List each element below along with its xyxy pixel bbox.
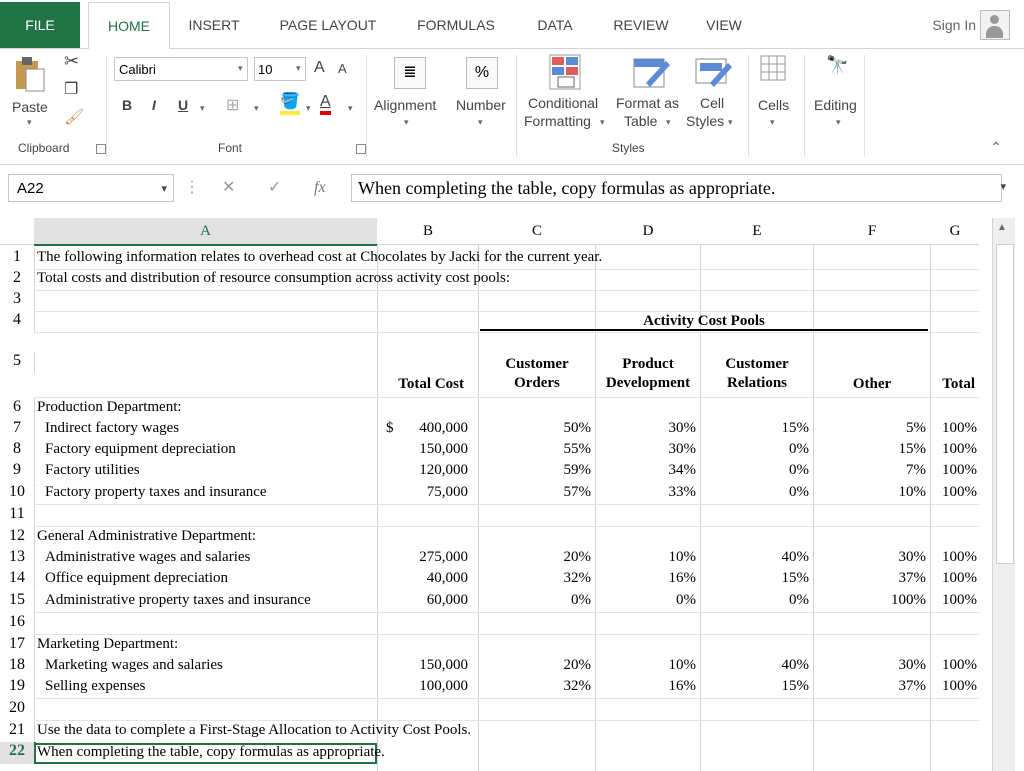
chevron-down-icon: ▾ <box>200 103 205 113</box>
gridline <box>34 526 979 527</box>
cell-b19[interactable]: 100,000 <box>419 678 468 694</box>
select-all-corner[interactable] <box>0 218 34 245</box>
chevron-down-icon: ▾ <box>238 63 243 73</box>
sign-in-label: Sign In <box>932 17 976 33</box>
cell-a10[interactable]: Factory property taxes and insurance <box>45 484 267 500</box>
align-icon: ≣ <box>394 57 426 89</box>
format-as-table-label-1: Format as <box>616 95 680 111</box>
cell-g9[interactable]: 100% <box>942 462 977 478</box>
bold-button[interactable]: B <box>122 97 133 113</box>
divider <box>366 55 367 157</box>
header-customer-relations-1[interactable]: Customer <box>725 356 789 372</box>
cell-d18[interactable]: 10% <box>668 657 696 673</box>
cell-c8[interactable]: 55% <box>563 441 591 457</box>
tab-formulas[interactable]: FORMULAS <box>417 17 495 33</box>
cell-a6[interactable]: Production Department: <box>37 399 182 415</box>
font-name-select[interactable]: Calibri <box>114 57 248 81</box>
scissors-icon[interactable]: ✂ <box>64 51 80 71</box>
group-clipboard-label: Clipboard <box>18 141 70 155</box>
column-header-g[interactable]: G <box>931 218 979 245</box>
row-header-9[interactable]: 9 <box>0 461 35 482</box>
fill-color-icon[interactable]: 🪣 <box>280 93 300 115</box>
row-header-8[interactable]: 8 <box>0 440 35 461</box>
cell-e10[interactable]: 0% <box>789 484 809 500</box>
cells-label: Cells <box>758 97 790 113</box>
cell-f7[interactable]: 5% <box>906 420 926 436</box>
font-launcher-icon[interactable] <box>356 144 366 154</box>
row-header-5[interactable]: 5 <box>0 352 35 373</box>
cell-b13[interactable]: 275,000 <box>419 549 468 565</box>
conditional-formatting-icon <box>548 53 584 93</box>
cell-d7[interactable]: 30% <box>668 420 696 436</box>
format-as-table-icon <box>632 53 672 93</box>
underline-button[interactable]: U <box>178 97 189 113</box>
gridline <box>34 311 979 312</box>
shrink-font-button[interactable]: A <box>338 61 347 76</box>
copy-icon[interactable]: ❐ <box>64 81 79 98</box>
borders-icon[interactable]: ⊞ <box>226 97 240 114</box>
cell-d10[interactable]: 33% <box>668 484 696 500</box>
tab-page-layout[interactable]: PAGE LAYOUT <box>279 17 377 33</box>
cell-styles-label-1: Cell <box>700 95 725 111</box>
cell-b14[interactable]: 40,000 <box>426 570 468 586</box>
cell-a2[interactable]: Total costs and distribution of resource consumption across activity cost pools: <box>37 270 511 286</box>
italic-button[interactable]: I <box>152 97 156 113</box>
column-header-d[interactable]: D <box>596 218 700 245</box>
gridline <box>34 698 979 699</box>
cell-styles-icon <box>694 53 734 93</box>
scrollbar-thumb[interactable] <box>996 244 1014 564</box>
row-header-20[interactable]: 20 <box>0 699 35 720</box>
row-header-4[interactable]: 4 <box>0 311 35 332</box>
sign-in-button[interactable] <box>932 10 1010 40</box>
column-header-e[interactable]: E <box>701 218 813 245</box>
tab-insert[interactable]: INSERT <box>188 17 240 33</box>
gridline <box>34 720 979 721</box>
number-label: Number <box>456 97 506 113</box>
conditional-formatting-label-2: Formatting <box>524 113 591 129</box>
cell-f14[interactable]: 37% <box>898 570 926 586</box>
cell-e15[interactable]: 0% <box>789 592 809 608</box>
chevron-down-icon: ▾ <box>306 103 311 113</box>
cell-a12[interactable]: General Administrative Department: <box>37 528 257 544</box>
chevron-down-icon: ▾ <box>836 117 841 127</box>
row-header-13[interactable]: 13 <box>0 548 35 569</box>
avatar <box>980 10 1010 40</box>
activity-cost-pools-heading[interactable]: Activity Cost Pools <box>643 313 765 329</box>
cell-f18[interactable]: 30% <box>898 657 926 673</box>
cell-c10[interactable]: 57% <box>563 484 591 500</box>
chevron-down-icon: ▾ <box>161 183 167 195</box>
vertical-scrollbar[interactable] <box>992 218 1015 771</box>
chevron-down-icon: ▾ <box>404 117 409 127</box>
chevron-down-icon[interactable]: ▾ <box>1000 181 1006 193</box>
scroll-up-icon[interactable]: ▲ <box>997 222 1007 233</box>
grow-font-button[interactable]: A <box>314 59 325 76</box>
header-total-cost[interactable]: Total Cost <box>398 376 464 392</box>
row-header-3[interactable]: 3 <box>0 290 35 311</box>
heading-underline <box>480 329 928 331</box>
divider <box>804 55 805 157</box>
spreadsheet-grid[interactable] <box>0 218 992 771</box>
alignment-label: Alignment <box>374 97 437 113</box>
group-font-label: Font <box>218 141 243 155</box>
percent-icon: % <box>466 57 498 89</box>
row-header-11[interactable]: 11 <box>0 505 35 526</box>
cell-c15[interactable]: 0% <box>571 592 591 608</box>
cell-a1[interactable]: The following information relates to overhead cost at Chocolates by Jacki for the current year. <box>37 249 603 265</box>
cell-d13[interactable]: 10% <box>668 549 696 565</box>
divider <box>748 55 749 157</box>
cell-d14[interactable]: 16% <box>668 570 696 586</box>
header-customer-orders-2: Orders <box>514 375 560 391</box>
group-styles-label: Styles <box>612 141 645 155</box>
gridline <box>34 397 979 398</box>
name-box-value: A22 <box>17 180 44 197</box>
cell-b10[interactable]: 75,000 <box>426 484 468 500</box>
cell-a13[interactable]: Administrative wages and salaries <box>45 549 251 565</box>
header-customer-relations-2: Relations <box>727 375 787 391</box>
column-header-f[interactable]: F <box>814 218 930 245</box>
cell-a9[interactable]: Factory utilities <box>45 462 140 478</box>
more-icon: ⋮ <box>184 179 200 196</box>
header-product-development-1[interactable]: Product <box>622 356 674 372</box>
chevron-down-icon: ▾ <box>296 63 301 73</box>
tab-data[interactable]: DATA <box>537 17 573 33</box>
chevron-down-icon: ▾ <box>666 117 671 127</box>
cell-b15[interactable]: 60,000 <box>426 592 468 608</box>
cell-b8[interactable]: 150,000 <box>419 441 468 457</box>
cell-styles-label-2: Styles <box>686 113 725 129</box>
tab-review[interactable]: REVIEW <box>613 17 669 33</box>
tab-home[interactable]: HOME <box>88 2 170 50</box>
font-color-icon[interactable]: A <box>320 93 331 115</box>
cell-c14[interactable]: 32% <box>563 570 591 586</box>
cell-a14[interactable]: Office equipment depreciation <box>45 570 228 586</box>
conditional-formatting-label-1: Conditional <box>528 95 599 111</box>
cell-c19[interactable]: 32% <box>563 678 591 694</box>
cell-e14[interactable]: 15% <box>781 570 809 586</box>
tab-file[interactable]: FILE <box>0 2 80 48</box>
tab-view[interactable]: VIEW <box>706 17 742 33</box>
divider <box>106 55 107 157</box>
row-header-15[interactable]: 15 <box>0 591 35 612</box>
column-header-c[interactable]: C <box>479 218 595 245</box>
cell-c13[interactable]: 20% <box>563 549 591 565</box>
cell-d9[interactable]: 34% <box>668 462 696 478</box>
cell-f15[interactable]: 100% <box>891 592 926 608</box>
gridline <box>34 612 979 613</box>
row-header-12[interactable]: 12 <box>0 527 35 548</box>
cell-a7[interactable]: Indirect factory wages <box>45 420 180 436</box>
cell-f19[interactable]: 37% <box>898 678 926 694</box>
cell-a18[interactable]: Marketing wages and salaries <box>45 657 223 673</box>
header-customer-orders-1[interactable]: Customer <box>505 356 569 372</box>
format-as-table-label-2: Table <box>624 113 658 129</box>
editing-label: Editing <box>814 97 857 113</box>
row-header-17[interactable]: 17 <box>0 635 35 656</box>
cell-g19[interactable]: 100% <box>942 678 977 694</box>
column-header-a[interactable]: A <box>34 218 377 246</box>
clipboard-icon <box>14 55 46 95</box>
cell-g18[interactable]: 100% <box>942 657 977 673</box>
divider <box>864 55 865 157</box>
cell-e7[interactable]: 15% <box>781 420 809 436</box>
cell-e8[interactable]: 0% <box>789 441 809 457</box>
cell-g14[interactable]: 100% <box>942 570 977 586</box>
chevron-down-icon: ▾ <box>728 117 733 127</box>
cells-icon <box>760 55 786 81</box>
row-header-18[interactable]: 18 <box>0 656 35 677</box>
cell-a19[interactable]: Selling expenses <box>45 678 146 694</box>
divider <box>516 55 517 157</box>
row-header-6[interactable]: 6 <box>0 398 35 419</box>
cancel-icon[interactable]: ✕ <box>222 179 236 196</box>
cell-b7[interactable]: 400,000 <box>419 420 468 436</box>
collapse-ribbon-icon[interactable]: ⌃ <box>990 139 1002 155</box>
row-header-14[interactable]: 14 <box>0 569 35 590</box>
gridline <box>34 290 979 291</box>
chevron-down-icon: ▾ <box>254 103 259 113</box>
cell-b9[interactable]: 120,000 <box>419 462 468 478</box>
cell-c18[interactable]: 20% <box>563 657 591 673</box>
paste-label: Paste <box>12 99 48 115</box>
row-header-22[interactable]: 22 <box>0 742 36 764</box>
chevron-down-icon: ▾ <box>27 117 32 127</box>
header-product-development-2: Development <box>605 375 691 391</box>
cell-d8[interactable]: 30% <box>668 441 696 457</box>
cell-c7[interactable]: 50% <box>563 420 591 436</box>
header-total[interactable]: Total <box>942 376 975 392</box>
row-header-21[interactable]: 21 <box>0 721 35 742</box>
binoculars-icon: 🔭 <box>826 55 849 75</box>
cell-e9[interactable]: 0% <box>789 462 809 478</box>
ribbon-tab-bar <box>0 0 1024 49</box>
dollar-sign: $ <box>386 420 394 436</box>
font-size-select[interactable]: 10 <box>254 57 306 81</box>
gridline <box>34 504 979 505</box>
row-header-16[interactable]: 16 <box>0 613 35 634</box>
cell-g8[interactable]: 100% <box>942 441 977 457</box>
cell-a15[interactable]: Administrative property taxes and insurance <box>45 592 311 608</box>
cell-a21[interactable]: Use the data to complete a First-Stage Allocation to Activity Cost Pools. <box>37 722 472 738</box>
cell-b18[interactable]: 150,000 <box>419 657 468 673</box>
cell-c9[interactable]: 59% <box>563 462 591 478</box>
cell-a22[interactable]: When completing the table, copy formulas as appropriate. <box>37 744 385 760</box>
formula-input[interactable]: When completing the table, copy formulas as appropriate. <box>351 174 1002 202</box>
row-header-7[interactable]: 7 <box>0 419 35 440</box>
clipboard-launcher-icon[interactable] <box>96 144 106 154</box>
cell-e18[interactable]: 40% <box>781 657 809 673</box>
formula-bar <box>0 166 1024 208</box>
name-box[interactable] <box>8 174 174 202</box>
gridline <box>34 332 979 333</box>
gridline <box>34 634 979 635</box>
row-header-1[interactable]: 1 <box>0 248 35 269</box>
row-header-19[interactable]: 19 <box>0 677 35 698</box>
cell-f8[interactable]: 15% <box>898 441 926 457</box>
header-other[interactable]: Other <box>852 376 892 392</box>
cell-e19[interactable]: 15% <box>781 678 809 694</box>
cell-g13[interactable]: 100% <box>942 549 977 565</box>
cell-e13[interactable]: 40% <box>781 549 809 565</box>
cell-f9[interactable]: 7% <box>906 462 926 478</box>
enter-icon[interactable]: ✓ <box>268 179 282 196</box>
row-header-2[interactable]: 2 <box>0 269 35 290</box>
column-header-b[interactable]: B <box>378 218 478 245</box>
cell-a8[interactable]: Factory equipment depreciation <box>45 441 236 457</box>
cell-f10[interactable]: 10% <box>898 484 926 500</box>
cell-g15[interactable]: 100% <box>942 592 977 608</box>
cell-g7[interactable]: 100% <box>942 420 977 436</box>
format-painter-icon[interactable]: 🖌 <box>64 109 85 126</box>
cell-d19[interactable]: 16% <box>668 678 696 694</box>
chevron-down-icon: ▾ <box>770 117 775 127</box>
row-header-10[interactable]: 10 <box>0 483 35 504</box>
chevron-down-icon: ▾ <box>478 117 483 127</box>
cell-a17[interactable]: Marketing Department: <box>37 636 179 652</box>
cell-g10[interactable]: 100% <box>942 484 977 500</box>
chevron-down-icon: ▾ <box>600 117 605 127</box>
cell-f13[interactable]: 30% <box>898 549 926 565</box>
cell-d15[interactable]: 0% <box>676 592 696 608</box>
insert-function-button[interactable]: fx <box>314 179 326 196</box>
ribbon <box>0 49 1024 165</box>
chevron-down-icon: ▾ <box>348 103 353 113</box>
